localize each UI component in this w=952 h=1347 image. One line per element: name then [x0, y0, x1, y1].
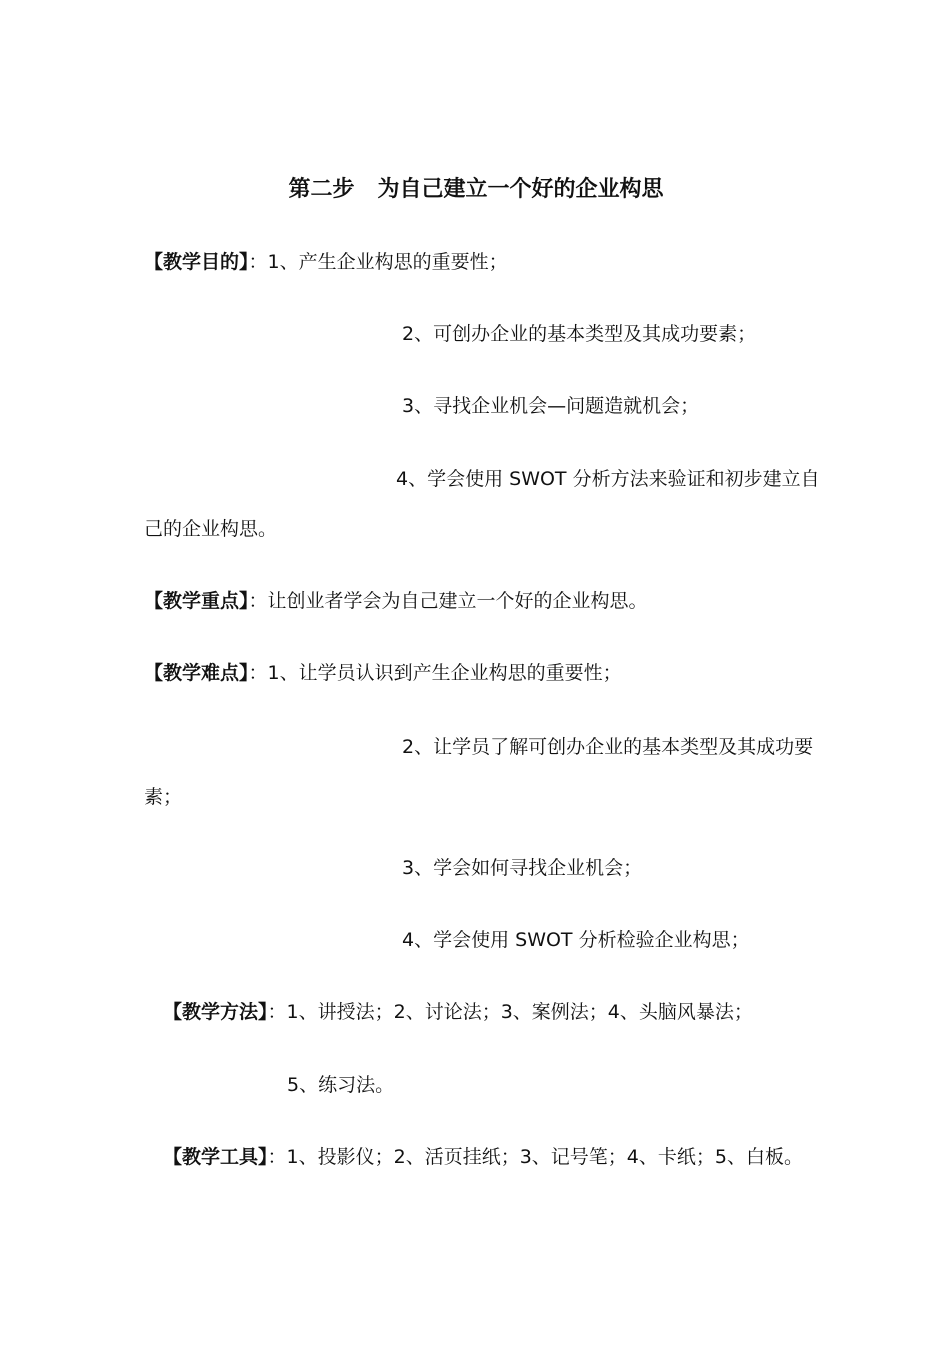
methods-text-2: 5、练习法。	[287, 1074, 395, 1096]
methods-label: 【教学方法】	[163, 1001, 268, 1023]
tools-line	[163, 1145, 803, 1169]
methods-line-1	[163, 1000, 753, 1024]
difficulties-item-4: 4、学会使用 SWOT 分析检验企业构思；	[402, 929, 750, 951]
objectives-item-2: 2、可创办企业的基本类型及其成功要素；	[402, 323, 757, 345]
tools-text: ：1、投影仪；2、活页挂纸；3、记号笔；4、卡纸；5、白板。	[267, 1146, 803, 1168]
methods-text-1: ：1、讲授法；2、讨论法；3、案例法；4、头脑风暴法；	[267, 1001, 753, 1023]
difficulties-label: 【教学难点】	[144, 662, 249, 684]
difficulties-line-1	[144, 661, 622, 685]
tools-label: 【教学工具】	[163, 1146, 268, 1168]
objectives-item-4-part-1: 4、学会使用 SWOT 分析方法来验证和初步建立自	[396, 468, 820, 490]
difficulties-item-2-part-2: 素；	[144, 786, 183, 808]
key-points-label: 【教学重点】	[144, 590, 249, 612]
objectives-line-1	[144, 250, 508, 274]
key-points-line	[144, 589, 648, 613]
objectives-item-4-part-2: 己的企业构思。	[144, 518, 278, 540]
key-points-text: ：让创业者学会为自己建立一个好的企业构思。	[248, 590, 648, 612]
difficulties-item-2-part-1: 2、让学员了解可创办企业的基本类型及其成功要	[402, 736, 814, 758]
objectives-label: 【教学目的】	[144, 251, 249, 273]
difficulties-item-3: 3、学会如何寻找企业机会；	[402, 857, 643, 879]
objectives-item-3: 3、寻找企业机会—问题造就机会；	[402, 395, 700, 417]
page-title: 第二步 为自己建立一个好的企业构思	[288, 177, 664, 202]
objectives-item-1: ：1、产生企业构思的重要性；	[248, 251, 508, 273]
difficulties-item-1: ：1、让学员认识到产生企业构思的重要性；	[248, 662, 622, 684]
